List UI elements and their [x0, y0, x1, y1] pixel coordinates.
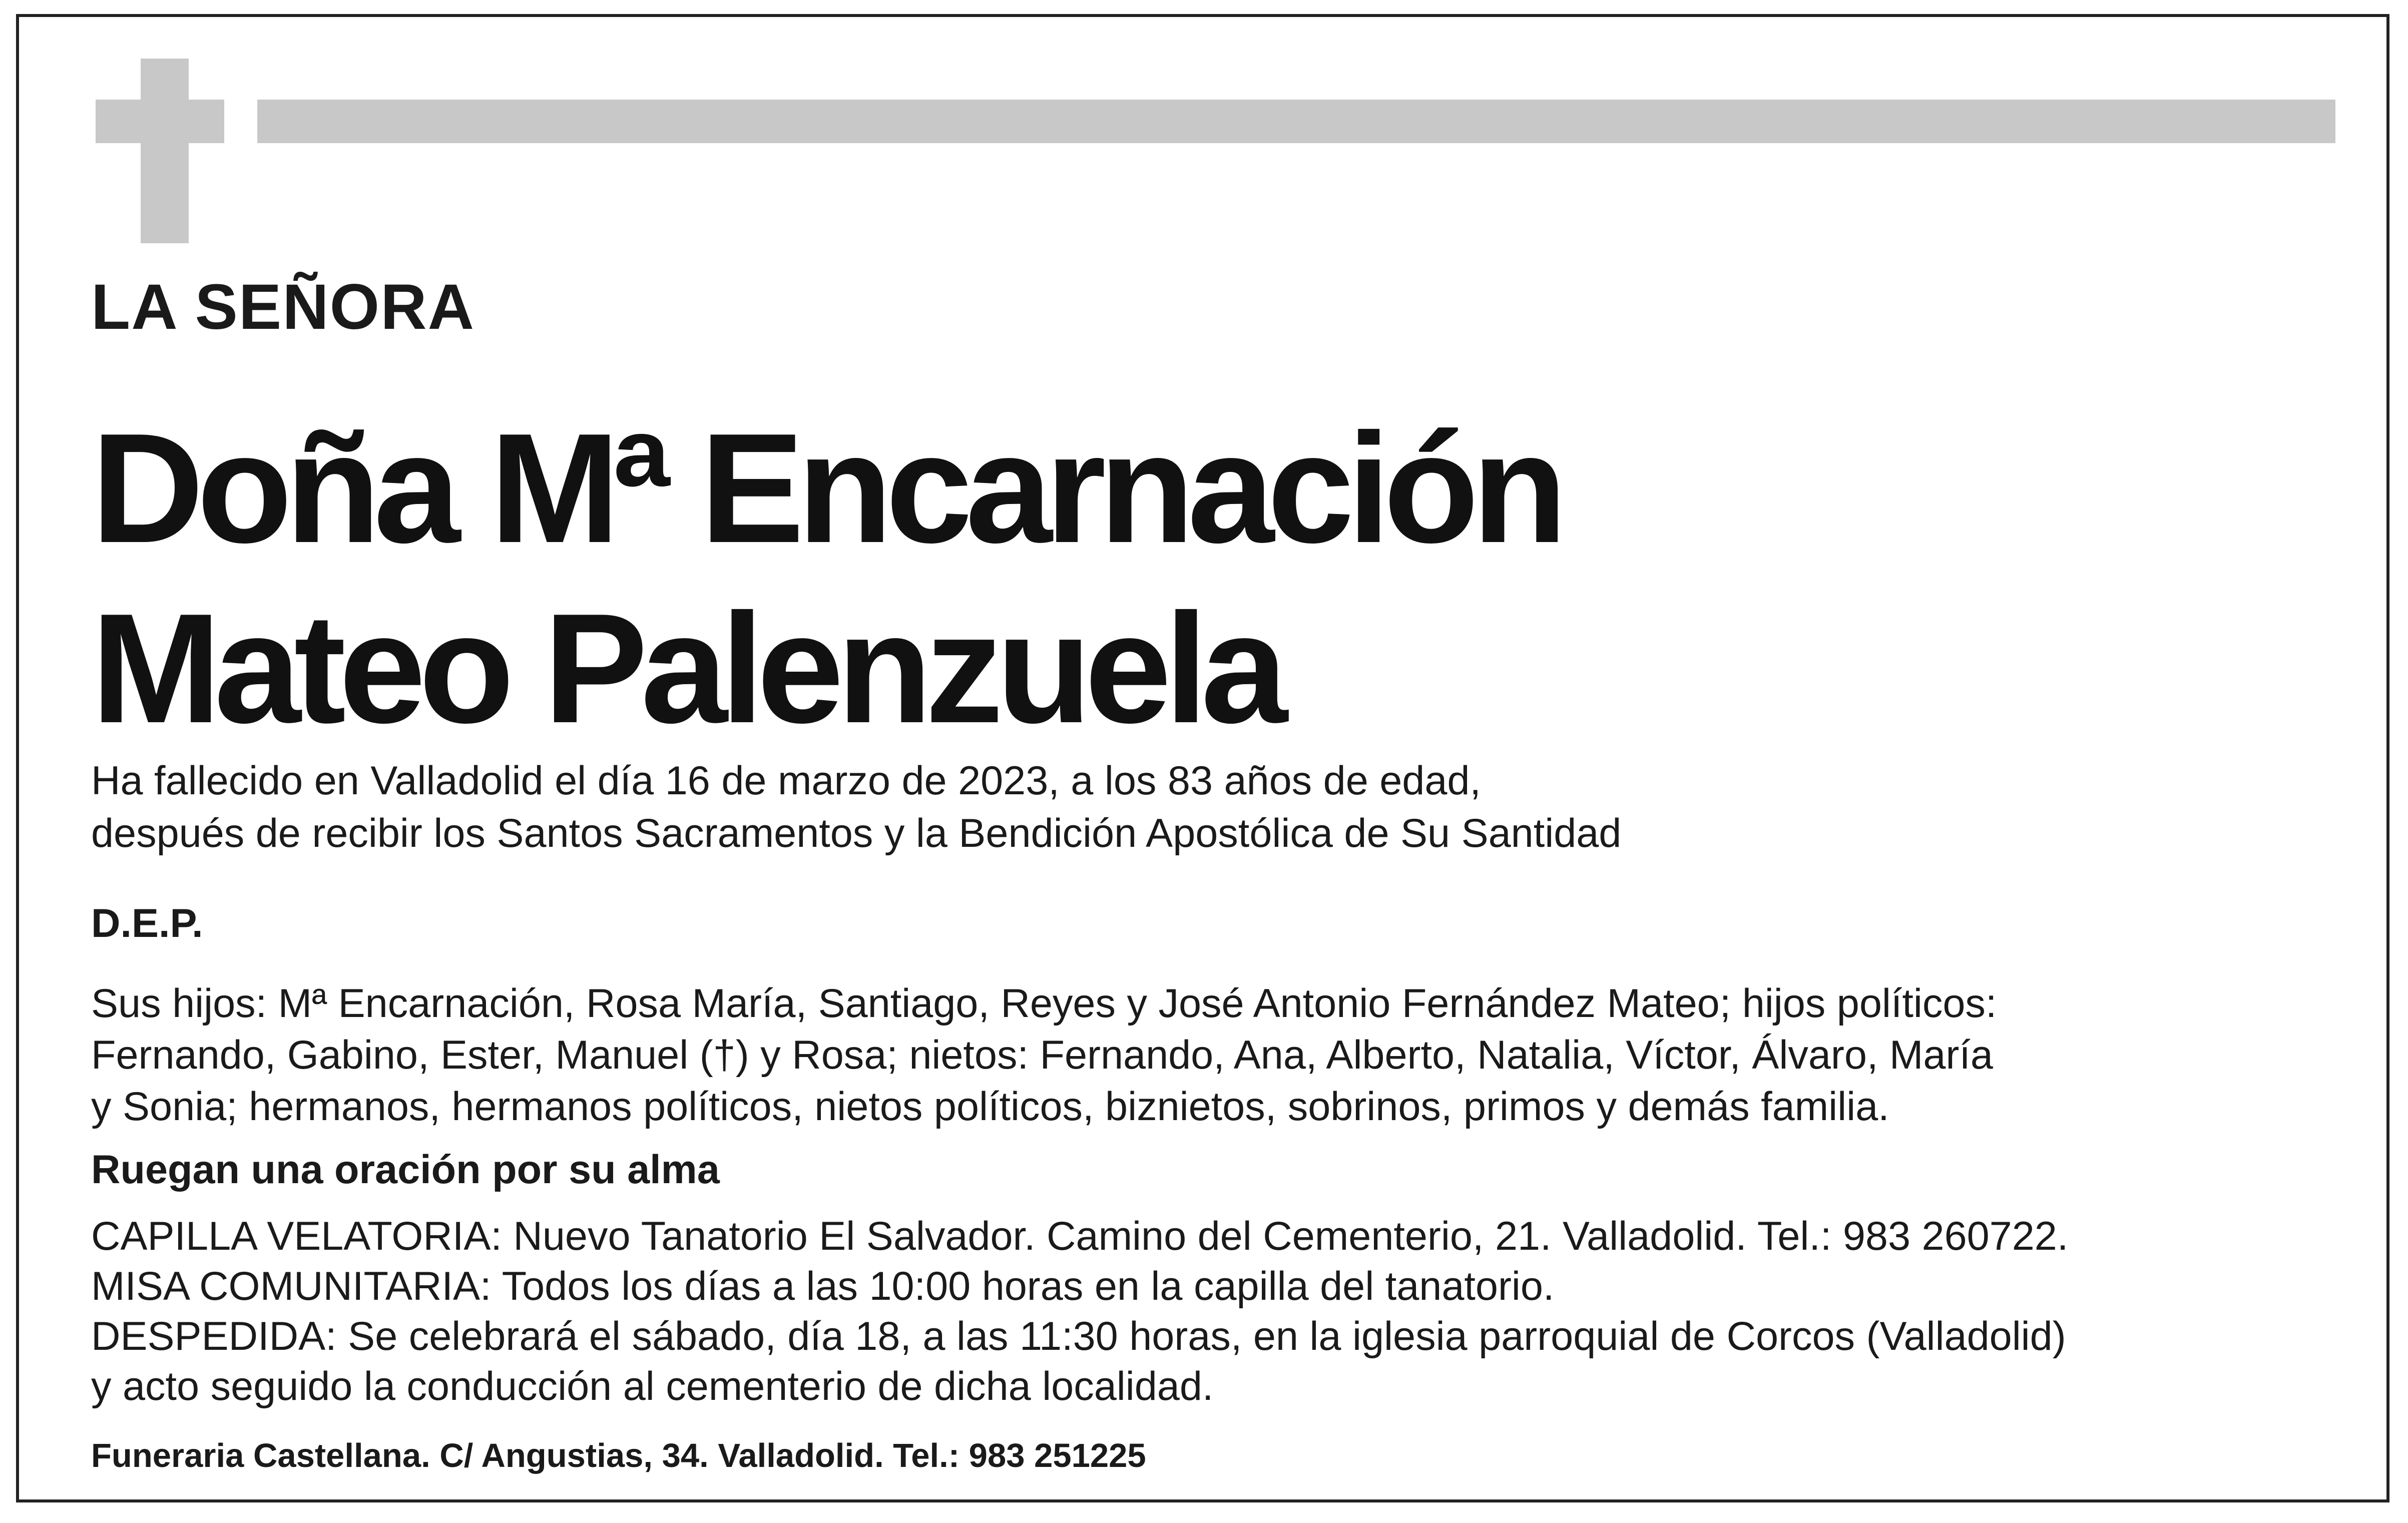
decease-notice-line-1: Ha fallecido en Valladolid el día 16 de marzo de 2023, a los 83 años de edad,	[91, 758, 1481, 803]
service-farewell: DESPEDIDA: Se celebrará el sábado, día 18, a las 11:30 horas, en la iglesia parroquial de Corcos (Valladolid)	[91, 1314, 2066, 1359]
family-line-3: y Sonia; hermanos, hermanos políticos, nietos políticos, biznietos, sobrinos, primos y demás familia.	[91, 1084, 1889, 1129]
deceased-name-line-1: Doña Mª Encarnación	[91, 401, 1561, 576]
service-farewell-cont: y acto seguido la conducción al cementerio de dicha localidad.	[91, 1364, 1214, 1409]
service-mass: MISA COMUNITARIA: Todos los días a las 10:00 horas en la capilla del tanatorio.	[91, 1264, 1555, 1309]
prayer-request: Ruegan una oración por su alma	[91, 1147, 720, 1192]
honorific-label: LA SEÑORA	[91, 271, 475, 343]
funeral-home-footer: Funeraria Castellana. C/ Angustias, 34. Valladolid. Tel.: 983 251225	[91, 1437, 1146, 1474]
service-chapel: CAPILLA VELATORIA: Nuevo Tanatorio El Salvador. Camino del Cementerio, 21. Valladolid. Tel.: 983 260722.	[91, 1214, 2069, 1259]
decease-notice-line-2: después de recibir los Santos Sacramentos y la Bendición Apostólica de Su Santidad	[91, 811, 1622, 856]
deceased-name-line-2: Mateo Palenzuela	[91, 582, 1281, 756]
header-rule	[257, 100, 2335, 143]
family-line-1: Sus hijos: Mª Encarnación, Rosa María, Santiago, Reyes y José Antonio Fernández Mateo; hijos políticos:	[91, 981, 1997, 1026]
cross-horizontal-bar	[96, 100, 224, 143]
family-line-2: Fernando, Gabino, Ester, Manuel (†) y Rosa; nietos: Fernando, Ana, Alberto, Natalia, Víctor, Álvaro, María	[91, 1033, 1993, 1078]
rip-label: D.E.P.	[91, 901, 203, 946]
cross-vertical-bar	[141, 59, 189, 243]
